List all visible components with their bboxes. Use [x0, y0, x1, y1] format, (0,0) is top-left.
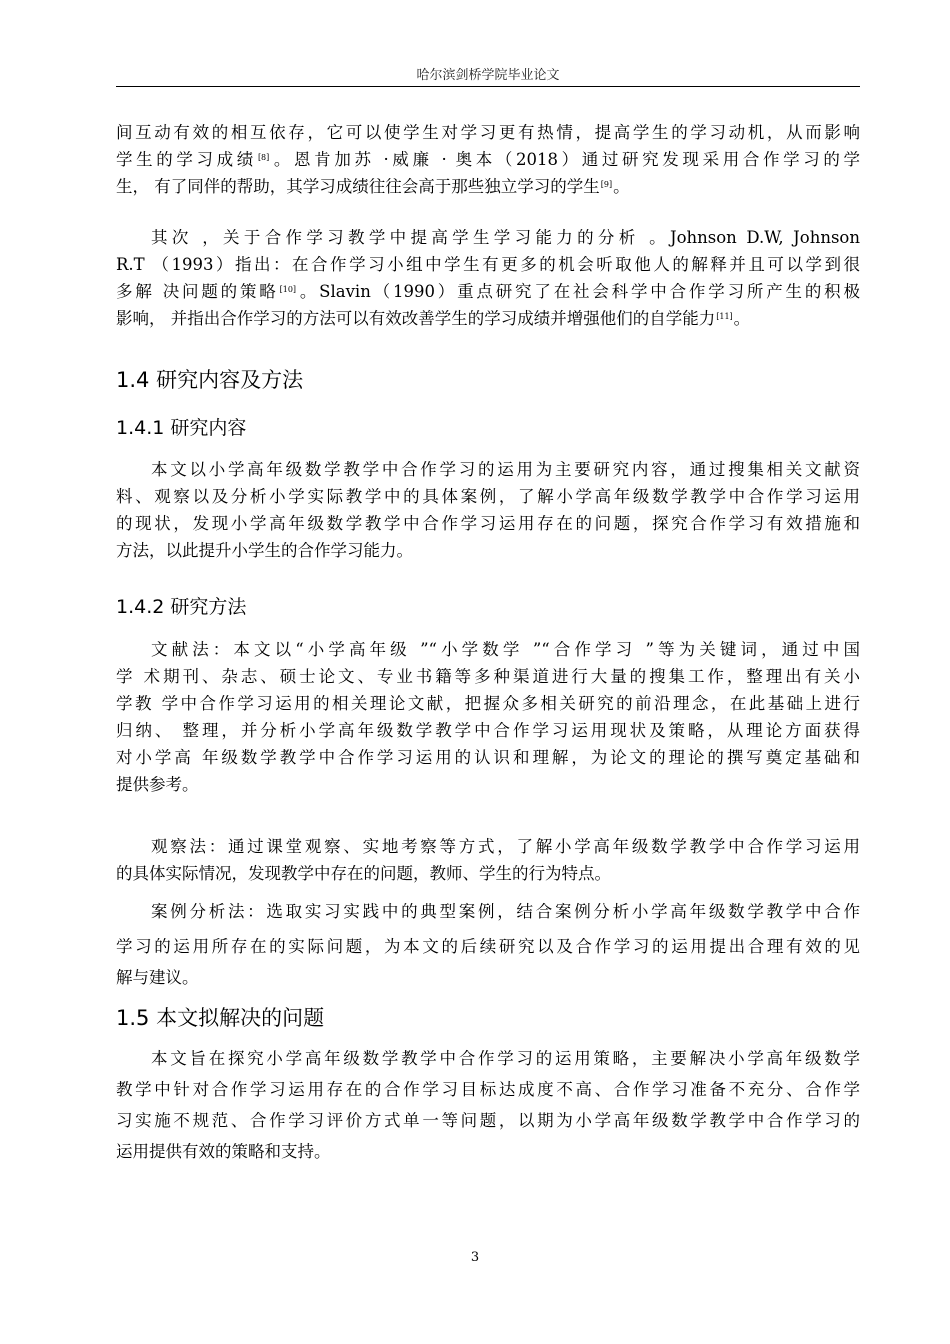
text-line: R.T （1993）指出：在合作学习小组中学生有更多的机会听取他人的解释并且可以学到很 [116, 255, 860, 274]
text-line: 本文以小学高年级数学教学中合作学习的运用为主要研究内容，通过搜集相关文献资 [151, 460, 860, 479]
section-heading-1-5: 1.5 本文拟解决的问题 [116, 1006, 325, 1030]
paragraph-1 [116, 119, 860, 200]
text-line: 习实施不规范、合作学习评价方式单一等问题，以期为小学高年级数学教学中合作学习的 [116, 1111, 860, 1130]
text-line: 对小学高 年级数学教学中合作学习运用的认识和理解，为论文的理论的撰写奠定基础和 [116, 748, 860, 767]
text-line: 学习的运用所存在的实际问题，为本文的后续研究以及合作学习的运用提出合理有效的见 [116, 937, 860, 956]
text-line: 间互动有效的相互依存，它可以使学生对学习更有热情，提高学生的学习动机，从而影响 [116, 123, 860, 142]
text-line: 解与建议。 [116, 968, 199, 987]
citation-11: [11] [716, 312, 733, 321]
section-heading-1-4-2: 1.4.2 研究方法 [116, 596, 247, 618]
text-line: 学 术期刊、杂志、硕士论文、专业书籍等多种渠道进行大量的搜集工作，整理出有关小 [116, 667, 860, 686]
text-line: 的具体实际情况，发现教学中存在的问题，教师、学生的行为特点。 [116, 864, 611, 883]
text-line: 提供参考。 [116, 775, 199, 794]
paragraph-4 [116, 636, 860, 798]
header-rule [116, 86, 860, 87]
text-line: 影响， 并指出合作学习的方法可以有效改善学生的学习成绩并增强他们的自学能力[11]。 [116, 309, 751, 328]
section-heading-1-4: 1.4 研究内容及方法 [116, 368, 304, 392]
text-line: 归纳、 整理，并分析小学高年级数学教学中合作学习运用现状及策略，从理论方面获得 [116, 721, 860, 740]
citation-8: [8] [257, 153, 270, 162]
text-line: 学教 学中合作学习运用的相关理论文献，把握众多相关研究的前沿理念，在此基础上进行 [116, 694, 860, 713]
paragraph-3 [116, 456, 860, 564]
paragraph-7 [116, 1045, 860, 1165]
paragraph-5 [116, 833, 860, 887]
text-line: 观察法：通过课堂观察、实地考察等方式，了解小学高年级数学教学中合作学习运用 [151, 837, 860, 856]
page-number: 3 [470, 1250, 480, 1265]
citation-9: [9] [600, 180, 613, 189]
paragraph-6 [116, 898, 860, 991]
text-line: 方法，以此提升小学生的合作学习能力。 [116, 541, 413, 560]
text-line: 多解 决问题的策略[10]。Slavin（1990）重点研究了在社会科学中合作学习所产生的积极 [116, 282, 860, 301]
page-header: 哈尔滨剑桥学院毕业论文 [416, 68, 560, 83]
text-line: 本文旨在探究小学高年级数学教学中合作学习的运用策略，主要解决小学高年级数学 [151, 1049, 860, 1068]
text-line: 其次 ，关于合作学习教学中提高学生学习能力的分析 。Johnson D.W, Johnson [151, 228, 860, 247]
text-line: 教学中针对合作学习运用存在的合作学习目标达成度不高、合作学习准备不充分、合作学 [116, 1080, 860, 1099]
text-line: 文献法：本文以“小学高年级 ”“小学数学 ”“合作学习 ”等为关键词，通过中国 [151, 640, 860, 659]
text-line: 料、观察以及分析小学实际教学中的具体案例，了解小学高年级数学教学中合作学习运用 [116, 487, 860, 506]
paragraph-2 [116, 224, 860, 332]
citation-10: [10] [279, 285, 297, 294]
text-line: 案例分析法：选取实习实践中的典型案例，结合案例分析小学高年级数学教学中合作 [151, 902, 860, 921]
text-line: 运用提供有效的策略和支持。 [116, 1142, 331, 1161]
section-heading-1-4-1: 1.4.1 研究内容 [116, 417, 247, 439]
text-line: 学生的学习成绩[8]。恩肯加苏 ·威廉 · 奥本（2018）通过研究发现采用合作学习的学 [116, 150, 861, 169]
text-line: 生， 有了同伴的帮助，其学习成绩往往会高于那些独立学习的学生[9]。 [116, 177, 630, 196]
text-line: 的现状，发现小学高年级数学教学中合作学习运用存在的问题，探究合作学习有效措施和 [116, 514, 860, 533]
